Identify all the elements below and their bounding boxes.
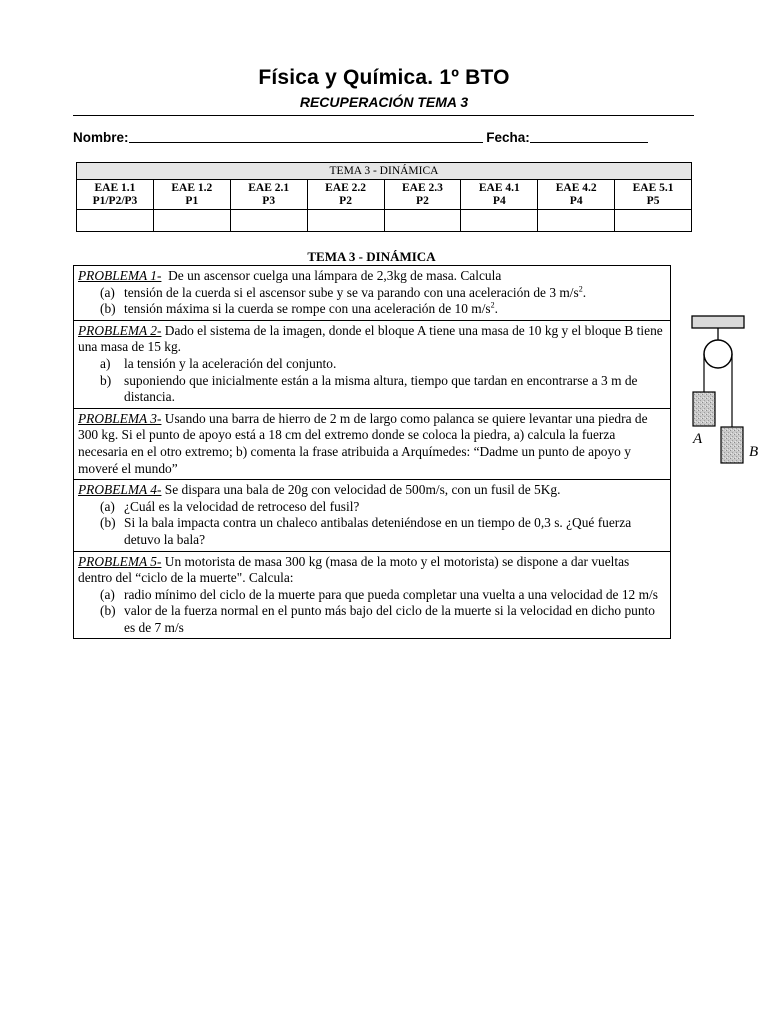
section-title: TEMA 3 - DINÁMICA xyxy=(307,249,436,264)
problem-text: De un ascensor cuelga una lámpara de 2,3kg de masa. Calcula xyxy=(161,268,502,283)
score-cell[interactable] xyxy=(461,210,538,232)
page-title: Física y Química. 1º BTO xyxy=(258,66,510,89)
pulley-wheel xyxy=(704,340,732,368)
block-b xyxy=(721,427,743,463)
header-divider xyxy=(73,115,694,116)
name-date-line xyxy=(73,130,648,145)
item-text: tensión máxima si la cuerda se rompe con una aceleración de 10 m/s xyxy=(124,301,491,317)
eae-column-header: EAE 1.2 P1 xyxy=(153,180,230,210)
problems-box xyxy=(73,265,671,639)
block-a-label: A xyxy=(693,431,703,447)
eae-column-header: EAE 5.1 P5 xyxy=(615,180,692,210)
score-cell[interactable] xyxy=(384,210,461,232)
ceiling-support xyxy=(692,316,744,328)
problem-4 xyxy=(74,480,670,551)
score-cell[interactable] xyxy=(538,210,615,232)
eae-column-header: EAE 2.3 P2 xyxy=(384,180,461,210)
eae-column-header: EAE 2.1 P3 xyxy=(230,180,307,210)
item-marker: (b) xyxy=(100,301,116,317)
problem-text: Se dispara una bala de 20g con velocidad de 500m/s, con un fusil de 5Kg. xyxy=(161,482,561,498)
problem-text: Usando una barra de hierro de 2 m de largo como palanca se quiere levantar una piedra de 300 kg. Si el punto de apoyo está a 18 cm del extremo donde se coloca la piedra, a) calcula la fuerza necesaria en el otro extremo; b) comenta la frase atribuida a Arquímedes: “Dadme un punto de apoyo y moveré el mundo” xyxy=(78,410,648,476)
date-label: Fecha: xyxy=(486,130,530,145)
eae-grade-table xyxy=(76,162,692,232)
item-text: valor de la fuerza normal en el punto más bajo del ciclo de la muerte si la velocidad en dicho punto es de 7 m/s xyxy=(124,603,655,635)
problem-label: PROBLEMA 3- xyxy=(78,410,162,426)
problem-label: PROBELMA 4- xyxy=(78,482,162,498)
problem-item xyxy=(78,373,666,406)
problem-label: PROBLEMA 2- xyxy=(78,322,162,338)
problem-label: PROBLEMA 5- xyxy=(78,553,162,569)
item-text: la tensión y la aceleración del conjunto. xyxy=(124,355,337,371)
problem-item xyxy=(78,587,666,604)
date-field[interactable] xyxy=(530,130,648,143)
block-b-label: B xyxy=(749,444,759,460)
problem-5 xyxy=(74,552,670,639)
score-cell[interactable] xyxy=(77,210,154,232)
problem-label: PROBLEMA 1- xyxy=(78,268,162,283)
eae-code-row xyxy=(77,180,692,210)
score-cell[interactable] xyxy=(230,210,307,232)
score-cell[interactable] xyxy=(153,210,230,232)
name-field[interactable] xyxy=(129,130,483,143)
item-text: ¿Cuál es la velocidad de retroceso del fusil? xyxy=(124,498,360,514)
name-label: Nombre: xyxy=(73,130,129,145)
item-marker: (b) xyxy=(100,603,116,619)
problem-item xyxy=(78,499,666,516)
item-marker: a) xyxy=(100,355,111,371)
eae-score-row xyxy=(77,210,692,232)
item-text: radio mínimo del ciclo de la muerte para que pueda completar una vuelta a una velocidad de 12 m/s xyxy=(124,586,658,602)
problem-item xyxy=(78,603,666,636)
item-marker: (a) xyxy=(100,284,115,300)
problem-text: Un motorista de masa 300 kg (masa de la moto y el motorista) se dispone a dar vueltas dentro del “ciclo de la muerte". Calcula: xyxy=(78,553,630,586)
problem-item: (b) tensión máxima si la cuerda se rompe con una aceleración de 10 $m/s^2$. xyxy=(100,300,498,317)
item-marker: b) xyxy=(100,372,112,388)
page-subtitle: RECUPERACIÓN TEMA 3 xyxy=(299,94,469,110)
problem-item xyxy=(78,515,666,548)
eae-column-header: EAE 1.1 P1/P2/P3 xyxy=(77,180,154,210)
eae-column-header: EAE 4.1 P4 xyxy=(461,180,538,210)
problem-item: (a) tensión de la cuerda si el ascensor sube y se va parando con una aceleración de 3 $m/s^2$. xyxy=(100,284,587,300)
item-text: tensión de la cuerda si el ascensor sube y se va parando con una aceleración de 3 m/s xyxy=(124,284,579,300)
score-cell[interactable] xyxy=(615,210,692,232)
eae-table-heading: TEMA 3 - DINÁMICA xyxy=(77,163,692,180)
pulley-diagram xyxy=(686,310,766,480)
block-a xyxy=(693,392,715,426)
item-text: suponiendo que inicialmente están a la misma altura, tiempo que tardan en encontrarse a 3 m de distancia. xyxy=(124,372,638,405)
item-marker: (b) xyxy=(100,515,116,531)
score-cell[interactable] xyxy=(307,210,384,232)
eae-column-header: EAE 2.2 P2 xyxy=(307,180,384,210)
eae-column-header: EAE 4.2 P4 xyxy=(538,180,615,210)
item-marker: (a) xyxy=(100,498,115,514)
problem-item xyxy=(78,356,666,373)
problem-text: Dado el sistema de la imagen, donde el bloque A tiene una masa de 10 kg y el bloque B tiene una masa de 15 kg. xyxy=(78,322,663,355)
problem-2 xyxy=(74,321,670,409)
problem-1 xyxy=(74,266,670,321)
problem-3 xyxy=(74,409,670,480)
item-marker: (a) xyxy=(100,586,115,602)
item-text: Si la bala impacta contra un chaleco antibalas deteniéndose en un tiempo de 0,3 s. ¿Qué fuerza detuvo la bala? xyxy=(124,515,632,547)
